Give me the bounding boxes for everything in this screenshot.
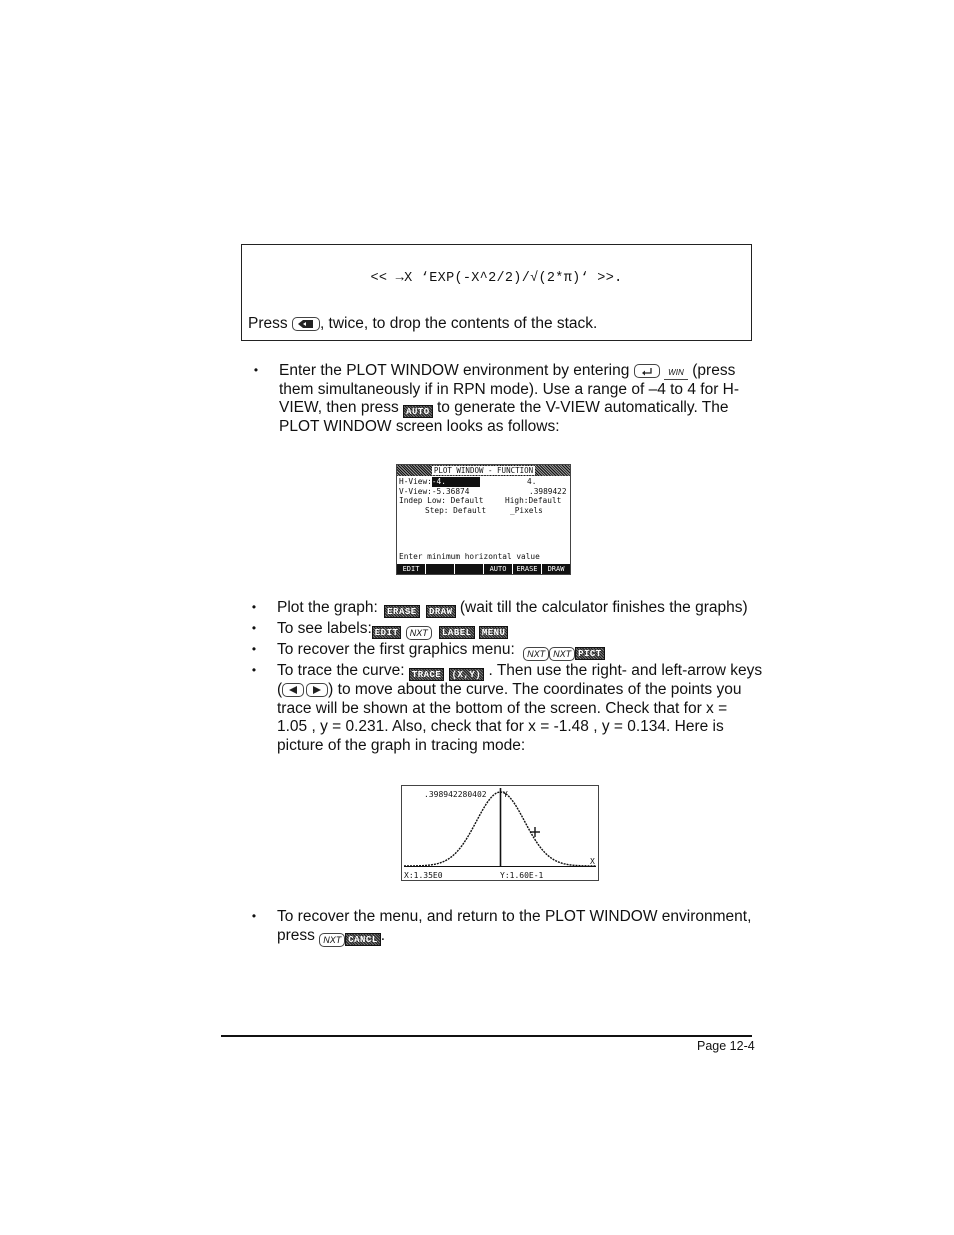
bullet1-line3: [279, 399, 754, 418]
trace-line4: 1.05 , y = 0.231. Also, check that for x = -1.48 , y = 0.134. Here is: [277, 718, 724, 736]
bullet1-text2: (press: [692, 362, 736, 379]
backspace-key-icon: [292, 317, 320, 331]
trace-paragraph: [277, 662, 763, 756]
menu-auto: AUTO: [484, 564, 512, 574]
menu-blank-1: [426, 564, 454, 574]
hview-high-field: 4.: [527, 477, 537, 486]
recover-end: .: [380, 926, 386, 944]
pixels-field: _Pixels: [510, 505, 543, 515]
trace-post: . Then use the right- and left-arrow keys: [488, 662, 763, 679]
hview-label: H-View:: [399, 477, 432, 486]
nxt-key: NXT: [319, 933, 345, 947]
bullet1-line2: them simultaneously if in RPN mode). Use a range of –4 to 4 for H-: [279, 380, 740, 398]
pict-softkey: PICT: [575, 647, 605, 660]
press-instruction: [248, 315, 597, 333]
trace-text: To trace the curve:: [277, 662, 405, 679]
auto-softkey: AUTO: [403, 405, 433, 418]
menu-blank-2: [455, 564, 483, 574]
menu-draw: DRAW: [542, 564, 570, 574]
menu-edit: EDIT: [397, 564, 425, 574]
footer-rule: [221, 1035, 752, 1037]
peak-value-label: .398942280402: [424, 790, 487, 799]
recover-line1: To recover the menu, and return to the PLOT WINDOW environment,: [277, 908, 752, 925]
plot-graph-text: Plot the graph:: [277, 599, 378, 616]
program-code: << →X ‘EXP(-X^2/2)/√(2*π)‘ >>.: [370, 271, 623, 286]
program-box: [241, 244, 752, 341]
left-arrow-key-icon: [282, 683, 304, 697]
x-readout: X:1.35E0: [404, 871, 443, 880]
step-field: Step: Default: [425, 505, 487, 515]
left-shift-key-icon: [634, 364, 660, 378]
bullet-dot: •: [253, 363, 259, 377]
y-readout: Y:1.60E-1: [500, 871, 544, 880]
right-arrow-key-icon: [306, 683, 328, 697]
press-rest-text: , twice, to drop the contents of the stack.: [319, 315, 598, 332]
bullet1-line3-post: to generate the V-VIEW automatically. The: [436, 399, 729, 417]
bullet1-paragraph: [279, 362, 754, 437]
trace-line3: trace will be shown at the bottom of the screen. Check that for x =: [277, 699, 728, 717]
hview-low-field: -4.: [432, 477, 480, 487]
trace-line1: [277, 662, 763, 681]
plot-graph-line: [277, 599, 748, 618]
trace-line2-text: ) to move about the curve. The coordinates of the points you: [328, 681, 742, 698]
bullet-dot: •: [251, 663, 257, 677]
press-word: press: [277, 926, 315, 944]
recover-paragraph: [277, 908, 757, 947]
recover-line2: [277, 927, 757, 947]
bullet1-line1: [279, 362, 754, 381]
see-labels-text: To see labels:: [277, 620, 372, 637]
win-key-label: WIN: [664, 368, 688, 380]
vview-label: V-View:: [399, 486, 432, 496]
screen-softkey-menu: [397, 564, 570, 574]
screen-prompt: Enter minimum horizontal value: [399, 552, 540, 561]
page-number: Page 12-4: [697, 1039, 755, 1053]
nxt-key: NXT: [549, 647, 575, 661]
trace-graph: [402, 786, 598, 880]
plot-window-screen: [396, 464, 571, 575]
screen-title-bar: [397, 465, 570, 476]
recover-menu-line: [277, 641, 605, 661]
bullet1-line3-pre: VIEW, then press: [279, 399, 399, 417]
plot-graph-post: (wait till the calculator finishes the graphs): [459, 599, 748, 616]
trace-line2: ( ) to move about the curve. The coordinates of the points you: [277, 681, 742, 698]
press-text: Press: [248, 315, 288, 332]
trace-screen: [401, 785, 599, 881]
draw-softkey: DRAW: [426, 605, 456, 618]
recover-menu-text: To recover the first graphics menu:: [277, 641, 515, 658]
trace-line5: picture of the graph in tracing mode:: [277, 737, 526, 755]
y-axis-label: Y: [503, 790, 508, 799]
edit-softkey: EDIT: [372, 626, 402, 639]
menu-erase: ERASE: [513, 564, 541, 574]
screen-title: PLOT WINDOW - FUNCTION: [433, 466, 534, 475]
see-labels-line: [277, 620, 508, 640]
xy-softkey: (X,Y): [449, 668, 485, 681]
bullet1-line4: PLOT WINDOW screen looks as follows:: [279, 418, 560, 436]
bullet-dot: •: [251, 909, 257, 923]
nxt-key: NXT: [406, 626, 432, 640]
erase-softkey: ERASE: [384, 605, 420, 618]
menu-softkey: MENU: [479, 626, 509, 639]
bullet-dot: •: [251, 642, 257, 656]
hview-row: [399, 477, 480, 487]
vview-low-field: -5.36874: [431, 486, 470, 496]
cancl-softkey: CANCL: [345, 933, 381, 946]
bullet-dot: •: [251, 600, 257, 614]
x-axis-label: X: [590, 857, 595, 866]
trace-cursor: [530, 827, 540, 837]
trace-softkey: TRACE: [409, 668, 445, 681]
indep-low-field: Indep Low: Default: [399, 496, 484, 505]
bullet-dot: •: [251, 621, 257, 635]
label-softkey: LABEL: [439, 626, 475, 639]
nxt-key: NXT: [523, 647, 549, 661]
bullet1-text1: Enter the PLOT WINDOW environment by entering: [279, 362, 630, 379]
indep-high-field: High:Default: [505, 496, 562, 505]
vview-high-field: .3989422: [529, 486, 567, 496]
vview-row: [399, 487, 469, 497]
